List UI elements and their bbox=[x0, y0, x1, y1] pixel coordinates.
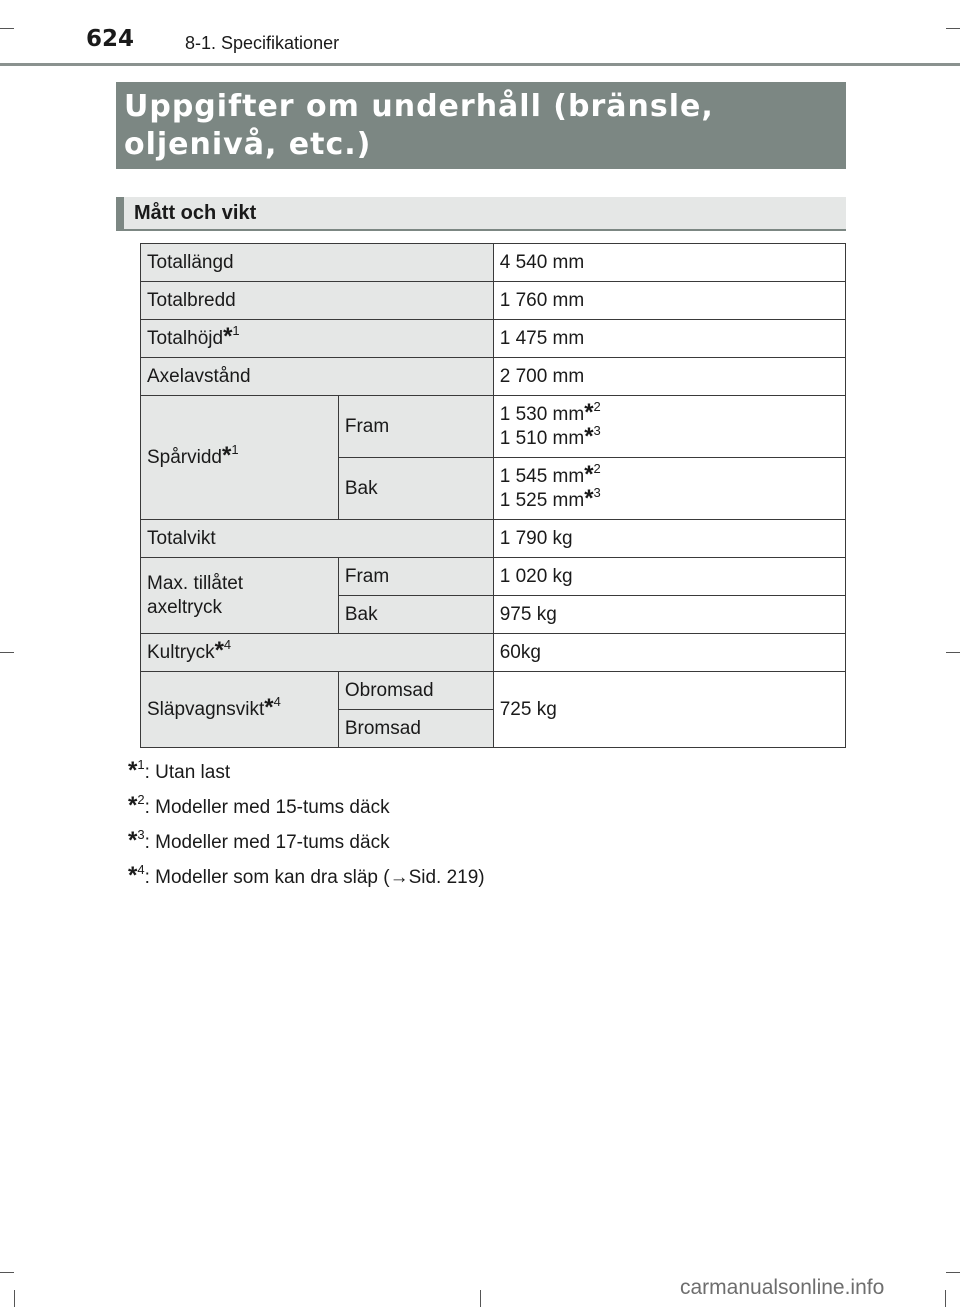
header-rule bbox=[0, 63, 960, 66]
sub-label: Bromsad bbox=[338, 710, 493, 748]
row-value: 1 760 mm bbox=[493, 282, 845, 320]
crop-mark bbox=[946, 652, 960, 653]
row-label: Axelavstånd bbox=[141, 358, 494, 396]
table-row bbox=[141, 396, 846, 458]
row-value: 4 540 mm bbox=[493, 244, 845, 282]
row-value: 2 700 mm bbox=[493, 358, 845, 396]
crop-mark bbox=[946, 28, 960, 29]
footnote: *$^3$: Modeller med 17-tums däck bbox=[128, 827, 390, 854]
table-row bbox=[141, 634, 846, 672]
page-title-line1: Uppgifter om underhåll (bränsle, bbox=[124, 89, 714, 124]
page-title-line2: oljenivå, etc.) bbox=[124, 127, 372, 162]
crop-mark bbox=[14, 1290, 15, 1307]
crop-mark bbox=[0, 1272, 14, 1273]
page-title bbox=[116, 82, 846, 169]
crop-mark bbox=[946, 1272, 960, 1273]
row-value: 725 kg bbox=[493, 672, 845, 748]
table-row bbox=[141, 320, 846, 358]
subheading-dimensions: Mått och vikt bbox=[116, 197, 846, 231]
spec-table bbox=[140, 243, 846, 748]
table-row bbox=[141, 282, 846, 320]
crop-mark bbox=[0, 652, 14, 653]
table-row bbox=[141, 520, 846, 558]
row-label: Totalbredd bbox=[141, 282, 494, 320]
table-row bbox=[141, 558, 846, 596]
table-row bbox=[141, 244, 846, 282]
footnote: *$^1$: Utan last bbox=[128, 757, 231, 784]
page-number: 624 bbox=[86, 26, 135, 52]
sub-label: Obromsad bbox=[338, 672, 493, 710]
row-label: Spårvidd*$^1$ bbox=[141, 396, 339, 520]
row-label: Totalvikt bbox=[141, 520, 494, 558]
row-value: 1 530 mm*$^2$ 1 510 mm*$^3$ bbox=[493, 396, 845, 458]
sub-label: Fram bbox=[338, 558, 493, 596]
section-label: 8-1. Specifikationer bbox=[185, 33, 340, 53]
row-value: 1 020 kg bbox=[493, 558, 845, 596]
crop-mark bbox=[480, 1290, 481, 1307]
row-value: 1 545 mm*$^2$ 1 525 mm*$^3$ bbox=[493, 458, 845, 520]
sub-label: Bak bbox=[338, 596, 493, 634]
row-label: Max. tillåtet axeltryck bbox=[141, 558, 339, 634]
crop-mark bbox=[945, 1290, 946, 1307]
sub-label: Bak bbox=[338, 458, 493, 520]
watermark: carmanualsonline.info bbox=[680, 1276, 885, 1299]
crop-mark bbox=[0, 28, 14, 29]
row-value: 975 kg bbox=[493, 596, 845, 634]
row-label: Kultryck*$^4$ bbox=[141, 634, 494, 672]
table-row bbox=[141, 672, 846, 710]
footnotes bbox=[128, 757, 485, 900]
row-label: Släpvagnsvikt*$^4$ bbox=[141, 672, 339, 748]
table-row bbox=[141, 358, 846, 396]
sub-label: Fram bbox=[338, 396, 493, 458]
footnote: *$^2$: Modeller med 15-tums däck bbox=[128, 792, 390, 819]
row-label: Totalhöjd*$^1$ bbox=[141, 320, 494, 358]
row-label: Totallängd bbox=[141, 244, 494, 282]
row-value: 1 790 kg bbox=[493, 520, 845, 558]
footnote: *$^4$: Modeller som kan dra släp (→Sid. 219) bbox=[128, 862, 485, 889]
row-value: 60kg bbox=[493, 634, 845, 672]
row-value: 1 475 mm bbox=[493, 320, 845, 358]
